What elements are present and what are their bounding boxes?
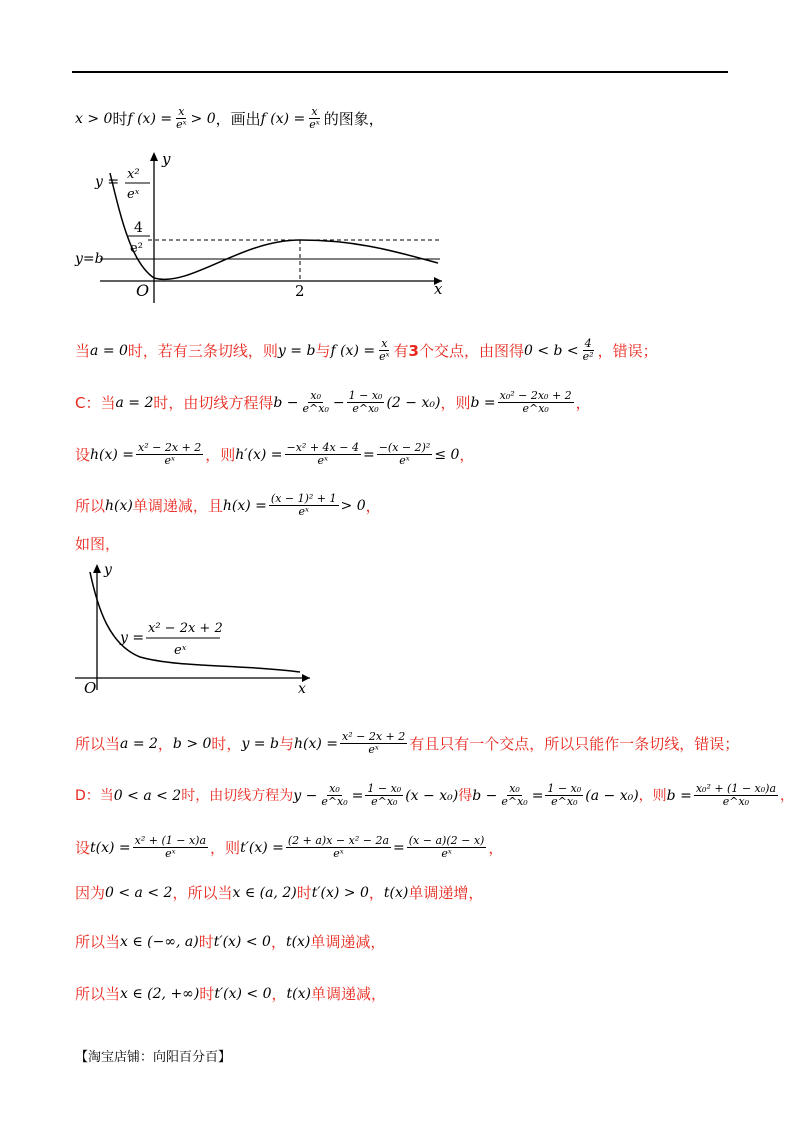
line-8: D：当 0 < a < 2 时，由切线方程为 y − $\frac{\text{x₀}}{\text{e\textasciicircum{}x₀}}$ = $\frac{\text{1 − x₀}}{\text{e\textasciicircum{}x₀}}$ (x − x₀) 得 b − $\frac{\text{x₀}}{\text{e\textasciicircum{}x₀}}$ = $\frac{\text{1 − x₀}}{\text{e\textasciicircum{}x₀}}$ (a − x₀) ，则 b = $\frac{\text{x₀² + (1 − x₀)a}}{\text{e\textasciicircum{}x₀}}$ ， xyxy=(75,782,795,808)
text: 时 xyxy=(112,109,128,128)
line-7: 所以当 a = 2 ， b > 0 时， y = b 与 h(x) = $\frac{\text{x² − 2x + 2}}{\text{eˣ}}$ 有且只有一个交点，所以只能作一条切线，错误； xyxy=(75,730,740,756)
x-axis-label: x xyxy=(434,280,443,298)
math: > 0 xyxy=(190,110,216,127)
curve-numerator: x² xyxy=(127,167,140,182)
x-axis-label: x xyxy=(298,681,306,697)
line-12: 所以当 x ∈ (2, +∞) 时 t′(x) < 0 ， t(x) 单调递减， xyxy=(75,985,386,1003)
line-10: 因为 0 < a < 2 ，所以当 x ∈ (a, 2) 时 t′(x) > 0 ， t(x) 单调递增， xyxy=(75,884,484,902)
line-4: 设 h(x) = $\frac{\text{x² − 2x + 2}}{\text{eˣ}}$ ，则 h′(x) = $\frac{\text{−x² + 4x − 4}}{\text{eˣ}}$ = $\frac{\text{−(x − 2)²}}{\text{eˣ}}$ ≤ 0 ， xyxy=(75,441,475,467)
line-11: 所以当 x ∈ (−∞, a) 时 t′(x) < 0 ， t(x) 单调递减， xyxy=(75,933,386,951)
header-rule xyxy=(72,71,728,73)
origin-label: O xyxy=(136,281,150,300)
curve-x2-over-ex xyxy=(110,173,438,279)
math: f (x) = xyxy=(127,110,173,127)
y-axis-arrow xyxy=(93,564,101,573)
fraction: $\frac{x}{\text{eˣ}}$ xyxy=(176,105,187,131)
line-5: 所以 h(x) 单调递减，且 h(x) = $\frac{\text{(x − 1)² + 1}}{\text{eˣ}}$ > 0 ， xyxy=(75,492,381,518)
y-axis-label: y xyxy=(104,562,112,578)
max-denominator: e² xyxy=(130,241,143,256)
math: f (x) = xyxy=(260,110,306,127)
curve-label: y = xyxy=(95,174,120,190)
figure-1-graph xyxy=(70,148,450,308)
line-2: 当 a = 0 时，若有三条切线，则 y = b 与 f (x) = $\frac{x}{\text{eˣ}}$ 有 3 个交点，由图得 0 < b < 4 e² ，错误； xyxy=(75,337,658,363)
line-6: 如图， xyxy=(75,535,121,553)
y-axis-arrow xyxy=(150,152,158,161)
curve-denominator: eˣ xyxy=(127,187,140,202)
text: 的图象， xyxy=(323,109,384,128)
y-axis-label: y xyxy=(162,150,171,168)
curve-numerator: x² − 2x + 2 xyxy=(148,621,223,636)
origin-label: O xyxy=(84,679,97,697)
line-1 xyxy=(75,106,735,131)
math: x > 0 xyxy=(75,110,113,127)
line-9: 设 t(x) = $\frac{\text{x² + (1 − x)a}}{\text{eˣ}}$ ，则 t′(x) = $\frac{\text{(2 + a)x − x² − 2a}}{\text{eˣ}}$ = $\frac{(x - a)(2 - x)}{\text{eˣ}}$ ， xyxy=(75,834,504,860)
fraction: $\frac{x}{\text{eˣ}}$ xyxy=(309,105,320,131)
line-b-label: y=b xyxy=(75,251,104,267)
curve-label: y = xyxy=(120,630,145,646)
footer-shop-label: 【淘宝店铺：向阳百分百】 xyxy=(75,1050,232,1065)
x-tick-2: 2 xyxy=(295,282,305,300)
figure-2-graph xyxy=(70,560,320,700)
curve-denominator: eˣ xyxy=(174,643,187,658)
text: ，画出 xyxy=(215,109,261,128)
max-numerator: 4 xyxy=(134,220,143,236)
line-3: C：当 a = 2 时，由切线方程得 b − $\frac{\text{x₀}}{\text{e\textasciicircum{}x₀}}$ − $\frac{\text{1 − x₀}}{\text{e\textasciicircum{}x₀}}$ (2 − x₀) ，则 b = $\frac{\text{x₀² − 2x₀ + 2}}{\text{e\textasciicircum{}x₀}}$ ， xyxy=(75,389,591,415)
